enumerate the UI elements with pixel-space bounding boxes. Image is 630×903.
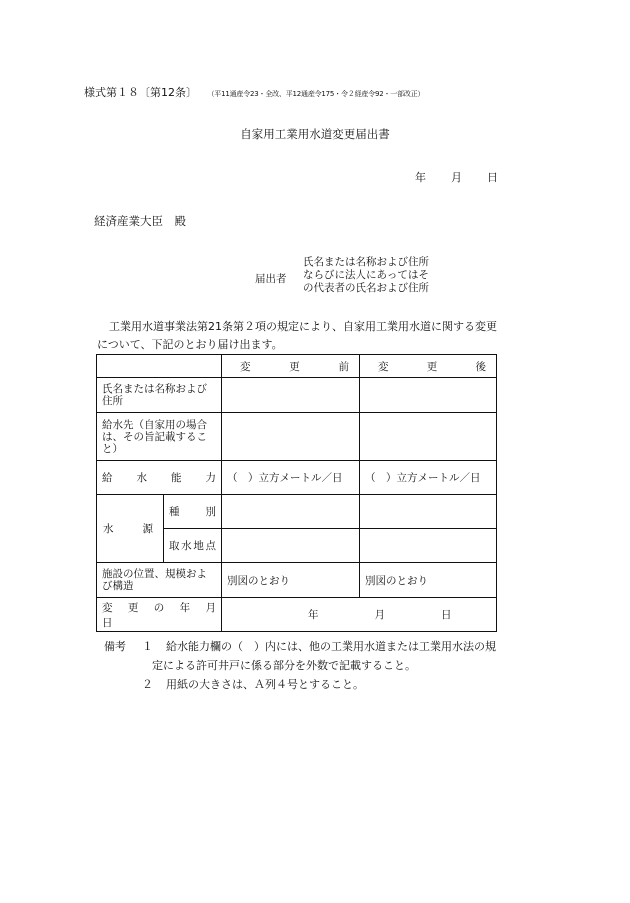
form-number-line [84,84,424,100]
change-table [96,354,497,632]
change-year: 年 [308,609,319,621]
capacity-after: （ ）立方メートル／日 [360,461,497,495]
capacity-before: （ ）立方メートル／日 [222,461,360,495]
source-point-before [222,529,360,563]
header-before: 変 更 前 [222,355,360,378]
facility-after: 別図のとおり [360,563,497,598]
change-month: 月 [374,609,385,621]
filer-line: ならびに法人にあってはそ [303,269,429,281]
date-year: 年 [415,171,426,184]
notes-label: 備考 [104,640,126,653]
note-text: 用紙の大きさは、Ａ列４号とすること。 [166,678,364,691]
filer-line: の代表者の氏名および住所 [303,282,429,294]
capacity-label: 給 水 能 力 [97,461,222,495]
note-item [104,637,496,656]
date-day: 日 [487,171,498,184]
amendment-note: （平11通産令23・全改、平12通産令175・令２経産令92・一部改正） [211,90,425,98]
filing-date [415,169,498,185]
note-text: 給水能力欄の（ ）内には、他の工業用水道または工業用水法の規 [166,640,496,653]
form-number: 様式第１８〔第12条〕 [84,86,197,99]
water-destination-before [222,413,360,461]
source-type-label: 種 別 [164,495,222,529]
header-blank-cell [97,355,222,378]
body-text: 工業用水道事業法第21条第２項の規定により、自家用工業用水道に関する変更について、下記のとおり届け出ます。 [97,320,497,351]
note-continuation: 定による許可井戸に係る部分を外数で記載すること。 [152,659,416,672]
filer-label: 届出者 [255,273,287,285]
note-number: ２ [142,678,153,691]
notes [104,637,496,694]
water-destination-label: 給水先（自家用の場合は、その旨記載すること） [97,413,222,461]
note-number: １ [142,640,153,653]
source-label: 水 源 [97,495,164,563]
date-month: 月 [451,171,462,184]
name-address-after [360,378,497,413]
change-date-label: 変 更 の 年 月 日 [97,598,222,632]
facility-label: 施設の位置、規模および構造 [97,563,222,598]
change-day: 日 [441,609,452,621]
document-title: 自家用工業用水道変更届出書 [240,127,390,141]
source-type-after [360,495,497,529]
facility-before: 別図のとおり [222,563,360,598]
source-point-after [360,529,497,563]
name-address-before [222,378,360,413]
filer-info [303,256,429,295]
note-item [104,675,496,694]
filer-line: 氏名または名称および住所 [303,256,429,268]
source-point-label: 取水地点 [164,529,222,563]
change-date-value [222,598,497,632]
water-destination-after [360,413,497,461]
name-address-label: 氏名または名称および住所 [97,378,222,413]
header-after: 変 更 後 [360,355,497,378]
source-type-before [222,495,360,529]
addressee: 経済産業大臣 殿 [94,214,186,228]
